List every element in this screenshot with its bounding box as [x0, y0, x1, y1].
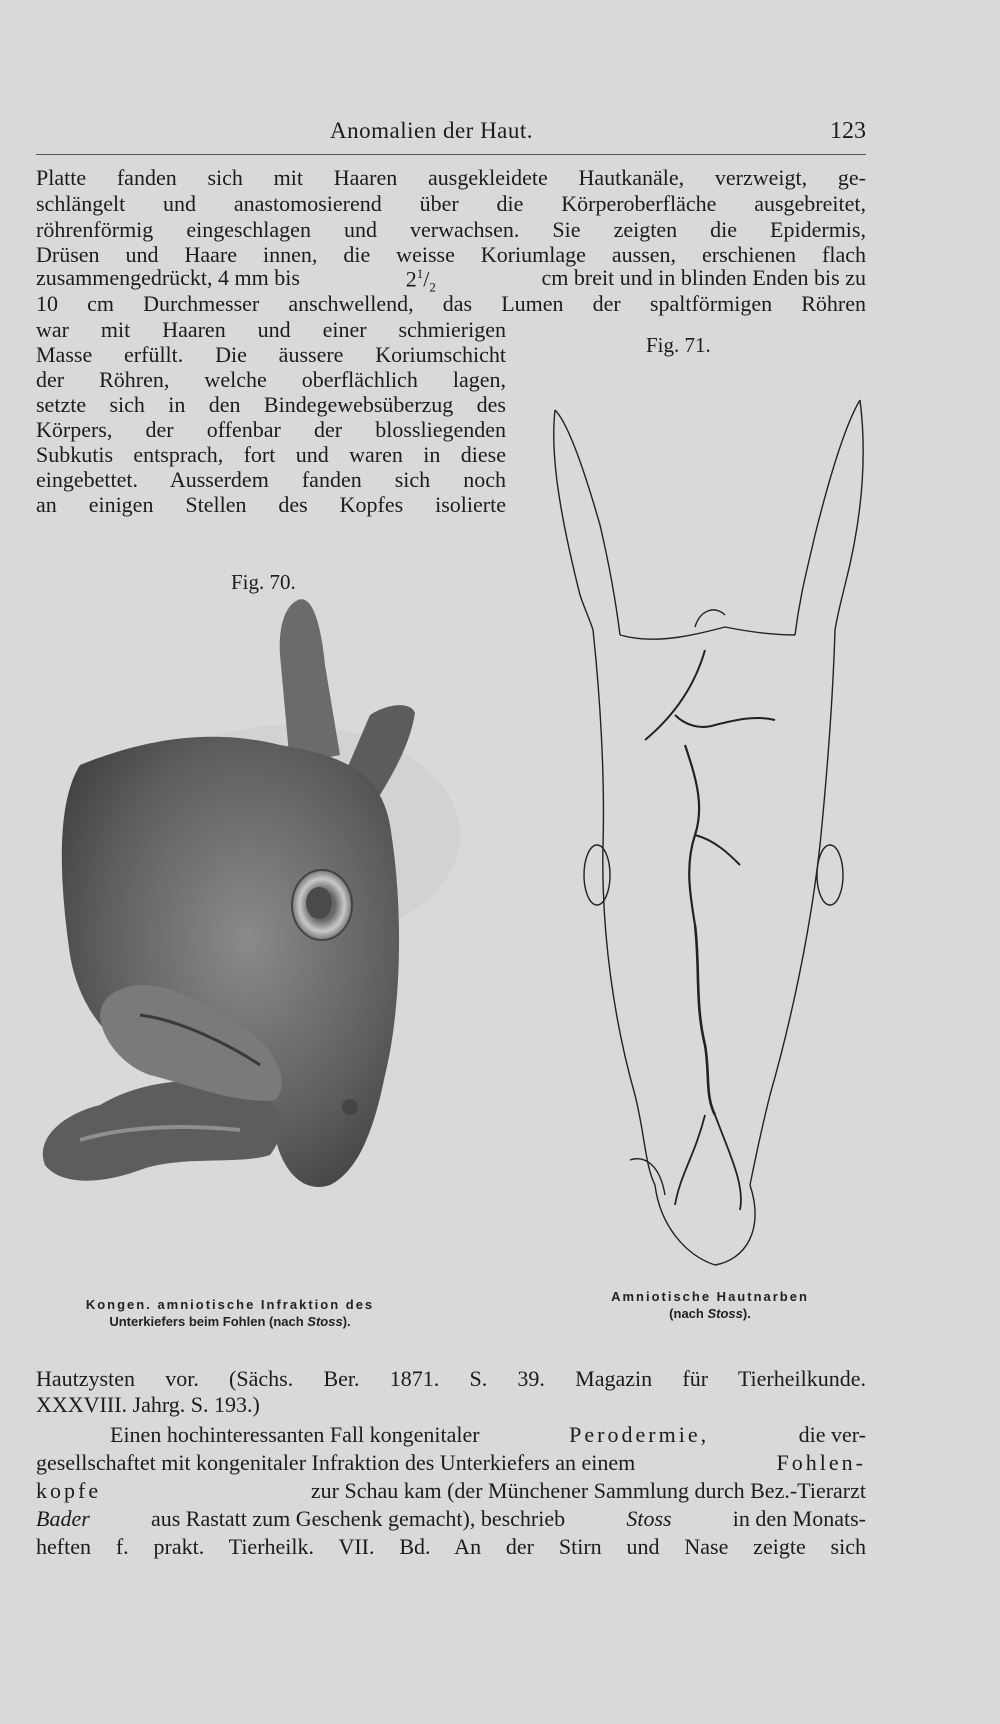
running-head [36, 118, 866, 155]
fraction-denominator: 2 [429, 279, 436, 295]
emphasized-term: kopfe [36, 1478, 102, 1503]
text-line: Hautzysten vor. (Sächs. Ber. 1871. S. 39. Magazin für Tierheilkunde. [36, 1366, 866, 1391]
caption-author: Stoss [707, 1305, 743, 1321]
text-line: an einigen Stellen des Kopfes isolierte [36, 492, 506, 517]
caption-line: Amniotische Hautnarben [611, 1289, 809, 1304]
page-number: 123 [830, 118, 866, 144]
text-line: der Röhren, welche oberflächlich lagen, [36, 367, 506, 392]
text-line: Körpers, der offenbar der blossliegenden [36, 417, 506, 442]
text-line: röhrenförmig eingeschlagen und verwachsen. Sie zeigten die Epidermis, [36, 217, 866, 242]
caption-text: Unterkiefers beim Fohlen (nach [109, 1313, 308, 1329]
figure-71-line-drawing-illustration [545, 395, 870, 1285]
figure-71-label: Fig. 71. [646, 333, 711, 357]
text-line: war mit Haaren und einer schmierigen [36, 317, 506, 342]
text-segment: zusammengedrückt, 4 mm bis [36, 265, 300, 290]
text-segment: Einen hochinteressanten Fall kongenitaler [110, 1422, 480, 1447]
text-line [36, 1452, 866, 1474]
text-line: XXXVIII. Jahrg. S. 193.) [36, 1392, 260, 1417]
text-line: Subkutis entsprach, fort und waren in diese [36, 442, 506, 467]
text-segment: in den Monats- [732, 1506, 866, 1531]
text-segment: gesellschaftet mit kongenitaler Infraktion des Unterkiefers an einem [36, 1450, 636, 1475]
person-name: Bader [36, 1506, 90, 1531]
text-line [110, 1424, 866, 1446]
text-line [36, 1508, 866, 1530]
figure-70-label: Fig. 70. [231, 570, 296, 594]
text-line [36, 1480, 866, 1502]
figure-70-foal-head-illustration [40, 595, 420, 1295]
fraction-whole: 2 [405, 266, 417, 292]
figure-71-caption [560, 1289, 860, 1323]
person-name: Stoss [626, 1506, 672, 1531]
caption-line [560, 1306, 860, 1323]
caption-line [40, 1314, 420, 1331]
text-segment: zur Schau kam (der Münchener Sammlung durch Bez.-Tierarzt [310, 1478, 866, 1503]
caption-text: ). [342, 1313, 351, 1329]
text-line: setzte sich in den Bindegewebsüberzug des [36, 392, 506, 417]
fraction: $2^1/_2$ [405, 266, 436, 295]
text-line: Drüsen und Haare innen, die weisse Koriumlage aussen, erschienen flach [36, 242, 866, 267]
emphasized-term: Fohlen- [776, 1450, 866, 1475]
text-line: Platte fanden sich mit Haaren ausgekleidete Hautkanäle, verzweigt, ge- [36, 165, 866, 190]
emphasized-term: Perodermie, [569, 1422, 710, 1447]
running-title: Anomalien der Haut. [330, 118, 534, 143]
caption-text: ). [742, 1305, 751, 1321]
text-segment: cm breit und in blinden Enden bis zu [541, 265, 866, 290]
text-segment: aus Rastatt zum Geschenk gemacht), beschrieb [150, 1506, 566, 1531]
fraction-numerator: 1 [416, 266, 424, 281]
text-line: 10 cm Durchmesser anschwellend, das Lumen der spaltförmigen Röhren [36, 291, 866, 316]
text-line-with-fraction [36, 267, 866, 294]
figure-70-caption [40, 1297, 420, 1331]
text-line: schlängelt und anastomosierend über die Körperoberfläche ausgebreitet, [36, 191, 866, 216]
caption-author: Stoss [307, 1313, 343, 1329]
text-segment: die ver- [798, 1422, 866, 1447]
caption-text: (nach [669, 1305, 708, 1321]
text-line: eingebettet. Ausserdem fanden sich noch [36, 467, 506, 492]
text-line: Masse erfüllt. Die äussere Koriumschicht [36, 342, 506, 367]
caption-line: Kongen. amniotische Infraktion des [85, 1297, 375, 1312]
text-line: heften f. prakt. Tierheilk. VII. Bd. An der Stirn und Nase zeigte sich [36, 1534, 866, 1559]
